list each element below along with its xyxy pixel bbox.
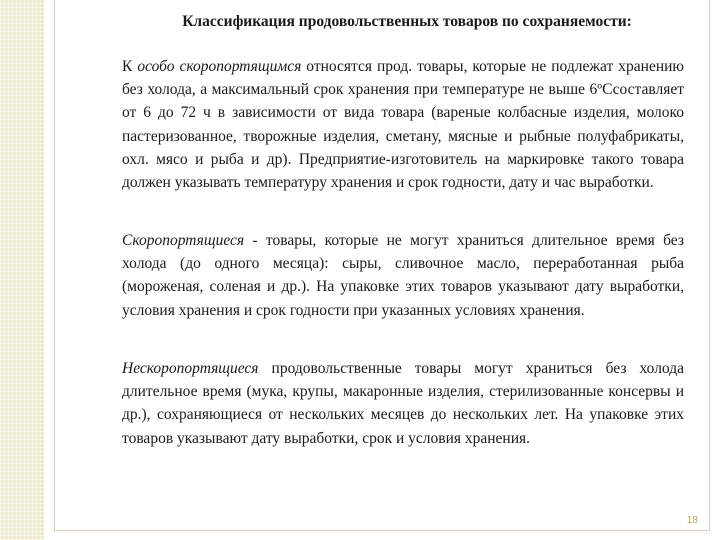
paragraph-perishable-especially xyxy=(122,55,684,194)
paragraph-body: продовольственные товары могут храниться без холода длительное время (мука, крупы, макаронные изделия, стерилизованные консервы и др.), сохраняющиеся от нескольких месяцев до нескольких лет. На упаковке этих товаров указывают дату выработки, срок и условия хранения. xyxy=(122,360,684,447)
term-perishable: Скоропортящиеся xyxy=(122,232,245,249)
decorative-side-strip xyxy=(0,0,44,540)
paragraph-body: относятся прод. товары, которые не подлежат хранению без холода, а максимальный срок хранения при температуре не выше 6ºСсоставляет от 6 до 72 ч в зависимости от вида товара (вареные колбасные изделия, молоко пастеризованное, творожные изделия, сметану, мясные и рыбные полуфабрикаты, охл. мясо и рыба и др). Предприятие-изготовитель на маркировке такого товара должен указывать температуру хранения и срок годности, дату и час выработки. xyxy=(122,58,684,192)
term-non-perishable: Нескоропортящиеся xyxy=(122,360,259,377)
paragraph-non-perishable xyxy=(122,357,684,450)
slide-title: Классификация продовольственных товаров по сохраняемости: xyxy=(182,13,632,30)
paragraph-perishable xyxy=(122,229,684,322)
term-especially-perishable: особо скоропортящимся xyxy=(137,58,302,75)
paragraph-lead: К xyxy=(122,58,138,75)
page-number: 18 xyxy=(686,515,698,526)
paragraph-body: - товары, которые не могут храниться длительное время без холода (до одного месяца): сыры, сливочное масло, переработанная рыба (мороженая, соленая и др.). На упаковке этих товаров указывают дату выработки, условия хранения и срок годности при указанных условиях хранения. xyxy=(122,232,684,319)
